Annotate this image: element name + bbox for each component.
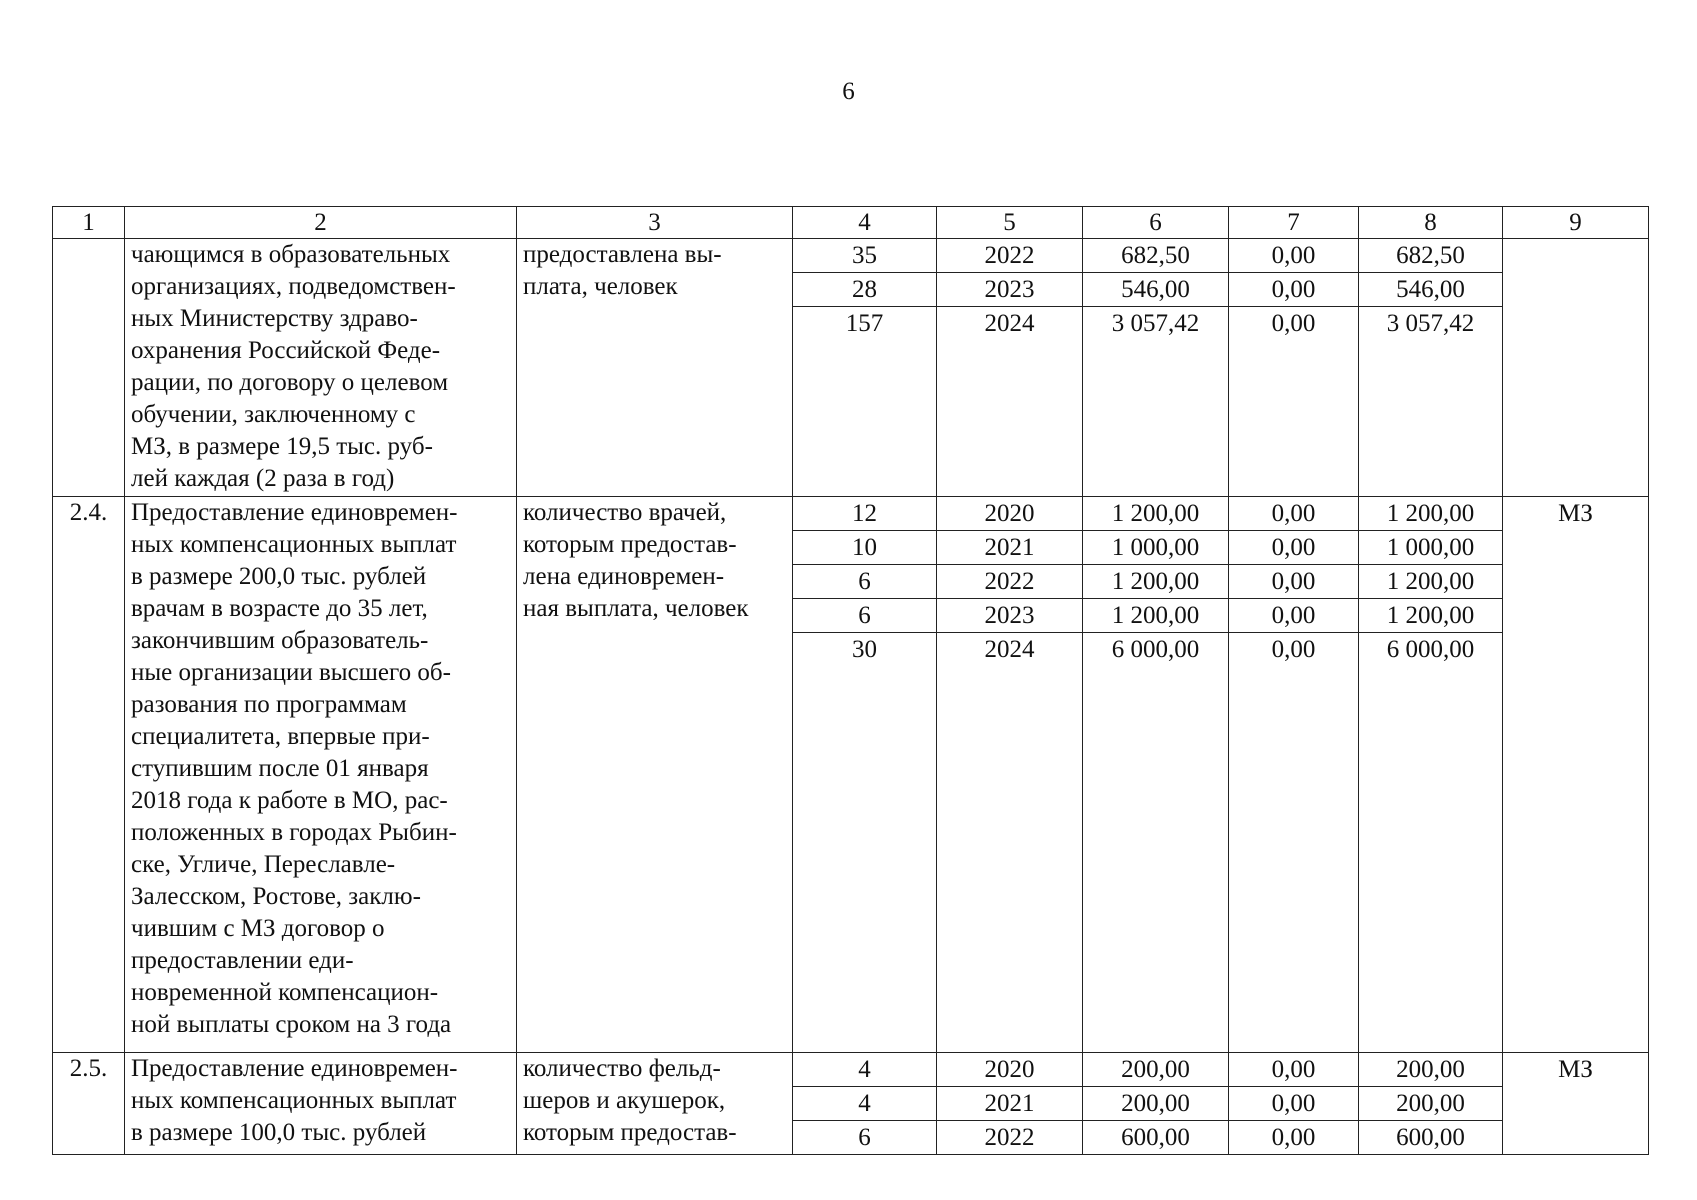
year-value: 2022 xyxy=(937,239,1082,273)
col7-cell xyxy=(1229,1053,1359,1155)
row-number xyxy=(53,239,125,497)
value-cell: 6 xyxy=(793,565,936,599)
year-value: 2022 xyxy=(984,1124,1035,1151)
year-value: 2024 xyxy=(984,310,1035,337)
row-number: 2.4. xyxy=(53,497,125,1053)
measure-description xyxy=(125,497,517,1053)
value-cell: 6 000,00 xyxy=(1111,636,1200,663)
value-cell: 600,00 xyxy=(1396,1124,1465,1151)
col6-cell xyxy=(1083,1053,1229,1155)
value-cell: 682,50 xyxy=(1359,239,1502,273)
col4-cell xyxy=(793,239,937,497)
col6-cell xyxy=(1083,239,1229,497)
measure-description xyxy=(125,239,517,497)
value-cell: 1 200,00 xyxy=(1083,565,1228,599)
text-line: количество врачей, xyxy=(523,499,727,526)
indicator xyxy=(517,1053,793,1155)
row-number: 2.5. xyxy=(53,1053,125,1155)
text-line: предоставлена вы- xyxy=(523,241,722,268)
text-line: шеров и акушерок, xyxy=(523,1087,726,1114)
text-line: количество фельд- xyxy=(523,1055,721,1082)
value-cell: 157 xyxy=(845,310,884,337)
responsible-cell: МЗ xyxy=(1503,1053,1649,1155)
header-row xyxy=(53,207,1649,239)
value-cell: 0,00 xyxy=(1271,310,1316,337)
value-cell: 3 057,42 xyxy=(1111,310,1200,337)
text-line: ных Министерству здраво- xyxy=(131,305,418,332)
value-cell: 0,00 xyxy=(1229,497,1358,531)
value-cell: 6 xyxy=(793,599,936,633)
text-line: в размере 100,0 тыс. рублей xyxy=(131,1119,427,1146)
value-cell: 12 xyxy=(793,497,936,531)
text-line: Предоставление единовремен- xyxy=(131,499,458,526)
col6-cell xyxy=(1083,497,1229,1053)
value-cell: 1 000,00 xyxy=(1083,531,1228,565)
text-line: специалитета, впервые при- xyxy=(131,723,430,750)
value-cell: 4 xyxy=(793,1087,936,1121)
text-line: ные организации высшего об- xyxy=(131,659,451,686)
value-cell: 1 200,00 xyxy=(1359,599,1502,633)
value-cell: 200,00 xyxy=(1359,1087,1502,1121)
text-line: ных компенсационных выплат xyxy=(131,1087,457,1114)
value-cell: 10 xyxy=(793,531,936,565)
table-row xyxy=(53,497,1649,1053)
measure-description xyxy=(125,1053,517,1155)
text-line: чающимся в образовательных xyxy=(131,241,451,268)
text-line: лена единовремен- xyxy=(523,563,725,590)
col7-cell xyxy=(1229,239,1359,497)
header-cell: 4 xyxy=(793,207,937,239)
col8-cell xyxy=(1359,497,1503,1053)
value-cell: 200,00 xyxy=(1359,1053,1502,1087)
table-row xyxy=(53,239,1649,497)
text-line: предоставлении еди- xyxy=(131,947,354,974)
year-value: 2024 xyxy=(984,636,1035,663)
responsible-cell xyxy=(1503,239,1649,497)
text-line: организациях, подведомствен- xyxy=(131,273,456,300)
header-cell: 7 xyxy=(1229,207,1359,239)
indicator xyxy=(517,239,793,497)
value-cell: 1 200,00 xyxy=(1359,565,1502,599)
text-line: Предоставление единовремен- xyxy=(131,1055,458,1082)
text-line: ной выплаты сроком на 3 года xyxy=(131,1011,452,1038)
text-line: которым предостав- xyxy=(523,1119,737,1146)
header-cell: 9 xyxy=(1503,207,1649,239)
value-cell: 30 xyxy=(852,636,877,663)
text-line: МЗ, в размере 19,5 тыс. руб- xyxy=(131,433,433,460)
value-cell: 0,00 xyxy=(1229,1087,1358,1121)
text-line: Залесском, Ростове, заклю- xyxy=(131,883,421,910)
text-line: новременной компенсацион- xyxy=(131,979,439,1006)
header-cell: 8 xyxy=(1359,207,1503,239)
year-cell xyxy=(937,239,1083,497)
text-line: разования по программам xyxy=(131,691,407,718)
header-cell: 1 xyxy=(53,207,125,239)
value-cell: 1 000,00 xyxy=(1359,531,1502,565)
text-line: охранения Российской Феде- xyxy=(131,337,441,364)
table-row xyxy=(53,1053,1649,1155)
text-line: врачам в возрасте до 35 лет, xyxy=(131,595,428,622)
year-value: 2023 xyxy=(937,273,1082,307)
indicator xyxy=(517,497,793,1053)
value-cell: 0,00 xyxy=(1229,239,1358,273)
year-value: 2023 xyxy=(937,599,1082,633)
text-line: 2018 года к работе в МО, рас- xyxy=(131,787,448,814)
value-cell: 6 xyxy=(858,1124,871,1151)
responsible-cell: МЗ xyxy=(1503,497,1649,1053)
text-line: плата, человек xyxy=(523,273,678,300)
text-line: ная выплата, человек xyxy=(523,595,749,622)
value-cell: 0,00 xyxy=(1271,1124,1316,1151)
value-cell: 0,00 xyxy=(1271,636,1316,663)
value-cell: 0,00 xyxy=(1229,565,1358,599)
value-cell: 0,00 xyxy=(1229,273,1358,307)
header-cell: 5 xyxy=(937,207,1083,239)
value-cell: 4 xyxy=(793,1053,936,1087)
value-cell: 1 200,00 xyxy=(1083,599,1228,633)
year-value: 2021 xyxy=(937,531,1082,565)
text-line: чившим с МЗ договор о xyxy=(131,915,385,942)
year-cell xyxy=(937,497,1083,1053)
text-line: положенных в городах Рыбин- xyxy=(131,819,457,846)
value-cell: 0,00 xyxy=(1229,599,1358,633)
year-cell xyxy=(937,1053,1083,1155)
text-line: рации, по договору о целевом xyxy=(131,369,449,396)
value-cell: 0,00 xyxy=(1229,1053,1358,1087)
col8-cell xyxy=(1359,1053,1503,1155)
header-cell: 3 xyxy=(517,207,793,239)
value-cell: 0,00 xyxy=(1229,531,1358,565)
value-cell: 200,00 xyxy=(1083,1087,1228,1121)
value-cell: 200,00 xyxy=(1083,1053,1228,1087)
value-cell: 28 xyxy=(793,273,936,307)
value-cell: 6 000,00 xyxy=(1386,636,1475,663)
text-line: в размере 200,0 тыс. рублей xyxy=(131,563,427,590)
text-line: ступившим после 01 января xyxy=(131,755,429,782)
value-cell: 35 xyxy=(793,239,936,273)
header-cell: 6 xyxy=(1083,207,1229,239)
year-value: 2020 xyxy=(937,497,1082,531)
text-line: ных компенсационных выплат xyxy=(131,531,457,558)
value-cell: 682,50 xyxy=(1083,239,1228,273)
text-line: лей каждая (2 раза в год) xyxy=(131,465,395,492)
program-table xyxy=(52,206,1649,1155)
col8-cell xyxy=(1359,239,1503,497)
col4-cell xyxy=(793,1053,937,1155)
value-cell: 546,00 xyxy=(1359,273,1502,307)
header-cell: 2 xyxy=(125,207,517,239)
year-value: 2020 xyxy=(937,1053,1082,1087)
value-cell: 1 200,00 xyxy=(1083,497,1228,531)
text-line: обучении, заключенному с xyxy=(131,401,416,428)
col4-cell xyxy=(793,497,937,1053)
year-value: 2021 xyxy=(937,1087,1082,1121)
col7-cell xyxy=(1229,497,1359,1053)
value-cell: 546,00 xyxy=(1083,273,1228,307)
value-cell: 3 057,42 xyxy=(1386,310,1475,337)
value-cell: 1 200,00 xyxy=(1359,497,1502,531)
text-line: закончившим образователь- xyxy=(131,627,429,654)
value-cell: 600,00 xyxy=(1121,1124,1190,1151)
text-line: ске, Угличе, Переславле- xyxy=(131,851,396,878)
text-line: которым предостав- xyxy=(523,531,737,558)
page-number: 6 xyxy=(842,78,855,105)
year-value: 2022 xyxy=(937,565,1082,599)
